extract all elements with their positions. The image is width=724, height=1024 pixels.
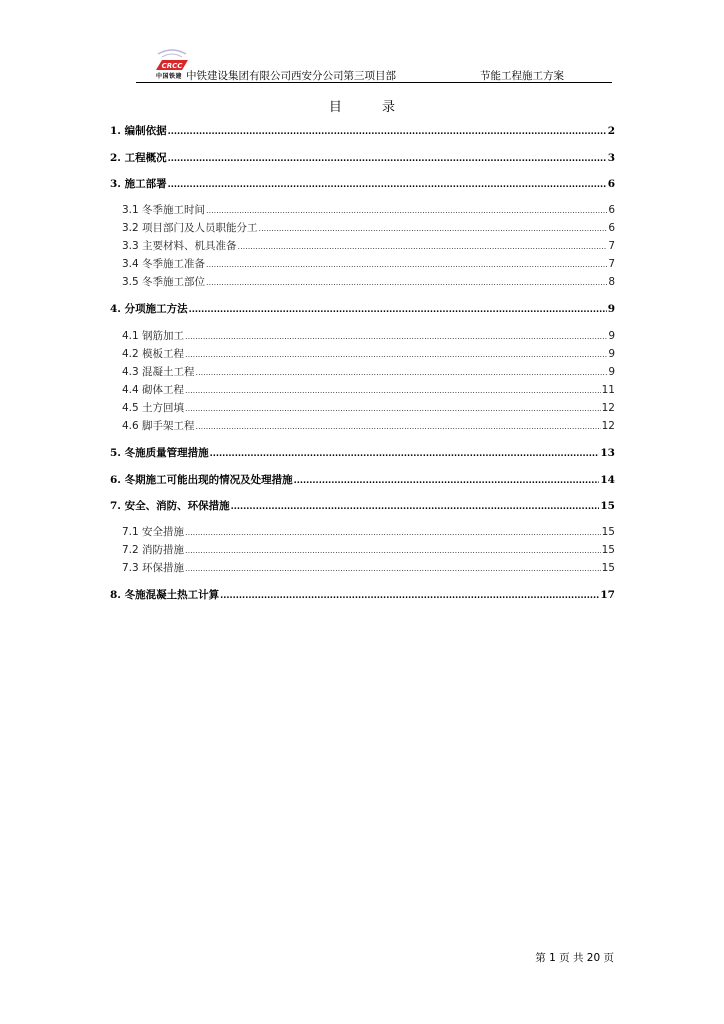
toc-page-number: 11 <box>601 384 615 396</box>
toc-dot-leader <box>185 528 601 537</box>
toc-subentry[interactable] <box>122 364 615 380</box>
toc-entry-label: 4.3 混凝土工程 <box>122 366 195 378</box>
toc-subentry[interactable] <box>122 560 615 576</box>
toc-subentry[interactable] <box>122 328 615 344</box>
toc-page-number: 2 <box>607 125 615 137</box>
toc-entry-label: 3. 施工部署 <box>110 178 167 190</box>
toc-page-number: 15 <box>601 544 615 556</box>
toc-entry-label: 4.5 土方回填 <box>122 402 185 414</box>
toc-dot-leader <box>206 206 607 215</box>
toc-dot-leader <box>168 127 607 137</box>
toc-entry[interactable] <box>110 445 615 461</box>
toc-entry[interactable] <box>110 498 615 514</box>
header-rule <box>136 82 612 83</box>
toc-entry-label: 4.1 钢筋加工 <box>122 330 185 342</box>
toc-entry[interactable] <box>110 301 615 317</box>
toc-dot-leader <box>259 224 608 233</box>
toc-entry-label: 3.5 冬季施工部位 <box>122 276 206 288</box>
logo-text: CRCC <box>161 62 183 70</box>
toc-dot-leader <box>185 350 607 359</box>
toc-subentry[interactable] <box>122 274 615 290</box>
toc-dot-leader <box>185 332 607 341</box>
toc-entry[interactable] <box>110 587 615 603</box>
toc-entry-label: 2. 工程概况 <box>110 152 167 164</box>
toc-page-number: 12 <box>601 420 615 432</box>
toc-page-number: 6 <box>608 204 615 216</box>
toc-entry[interactable] <box>110 176 615 192</box>
toc-subentry[interactable] <box>122 202 615 218</box>
toc-dot-leader <box>294 476 600 486</box>
toc-dot-leader <box>196 368 608 377</box>
toc-entry-label: 7.2 消防措施 <box>122 544 185 556</box>
toc-page-number: 15 <box>600 500 615 512</box>
toc-entry-label: 3.3 主要材料、机具准备 <box>122 240 237 252</box>
toc-entry-label: 4.2 模板工程 <box>122 348 185 360</box>
toc-entry-label: 1. 编制依据 <box>110 125 167 137</box>
toc-dot-leader <box>185 564 601 573</box>
toc-dot-leader <box>168 154 607 164</box>
toc-entry-label: 5. 冬施质量管理措施 <box>110 447 209 459</box>
toc-subentry[interactable] <box>122 220 615 236</box>
toc-page-number: 9 <box>607 303 615 315</box>
toc-page-number: 15 <box>601 562 615 574</box>
toc-entry-label: 7.3 环保措施 <box>122 562 185 574</box>
toc-dot-leader <box>185 386 601 395</box>
toc-dot-leader <box>238 242 608 251</box>
header-company: 中铁建设集团有限公司西安分公司第三项目部 <box>186 70 396 82</box>
logo-caption: 中国铁建 <box>156 73 183 80</box>
toc-entry-label: 6. 冬期施工可能出现的情况及处理措施 <box>110 474 293 486</box>
toc-subentry[interactable] <box>122 400 615 416</box>
toc-entry-label: 4. 分项施工方法 <box>110 303 188 315</box>
toc-dot-leader <box>231 502 600 512</box>
toc-page-number: 15 <box>601 526 615 538</box>
toc-dot-leader <box>185 404 601 413</box>
toc-page-number: 7 <box>608 258 615 270</box>
page-footer: 第 1 页 共 20 页 <box>535 952 614 964</box>
toc-entry[interactable] <box>110 123 615 139</box>
toc-title: 目 录 <box>328 100 414 115</box>
toc-subentry[interactable] <box>122 524 615 540</box>
toc-subentry[interactable] <box>122 382 615 398</box>
toc-entry-label: 8. 冬施混凝土热工计算 <box>110 589 220 601</box>
toc-page-number: 7 <box>608 240 615 252</box>
toc-dot-leader <box>206 260 607 269</box>
header-document-title: 节能工程施工方案 <box>480 70 564 82</box>
toc-entry-label: 3.2 项目部门及人员职能分工 <box>122 222 258 234</box>
toc-page-number: 14 <box>600 474 615 486</box>
toc-dot-leader <box>196 422 601 431</box>
toc-subentry[interactable] <box>122 418 615 434</box>
toc-page-number: 6 <box>607 178 615 190</box>
toc-entry-label: 3.1 冬季施工时间 <box>122 204 206 216</box>
toc-dot-leader <box>168 180 607 190</box>
toc-subentry[interactable] <box>122 346 615 362</box>
toc-page-number: 9 <box>608 366 615 378</box>
toc-entry[interactable] <box>110 150 615 166</box>
toc-entry-label: 7.1 安全措施 <box>122 526 185 538</box>
toc-page-number: 9 <box>608 330 615 342</box>
toc-page-number: 17 <box>600 589 615 601</box>
toc-entry-label: 7. 安全、消防、环保措施 <box>110 500 230 512</box>
toc-dot-leader <box>206 278 607 287</box>
toc-entry[interactable] <box>110 472 615 488</box>
toc-subentry[interactable] <box>122 256 615 272</box>
toc-dot-leader <box>189 305 607 315</box>
toc-page-number: 12 <box>601 402 615 414</box>
toc-page-number: 6 <box>608 222 615 234</box>
toc-dot-leader <box>210 449 600 459</box>
toc-dot-leader <box>220 591 599 601</box>
toc-entry-label: 3.4 冬季施工准备 <box>122 258 206 270</box>
toc-page-number: 13 <box>600 447 615 459</box>
toc-entry-label: 4.6 脚手架工程 <box>122 420 195 432</box>
toc-page-number: 8 <box>608 276 615 288</box>
toc-page-number: 3 <box>607 152 615 164</box>
toc-subentry[interactable] <box>122 238 615 254</box>
page-header <box>110 44 614 84</box>
toc-entry-label: 4.4 砌体工程 <box>122 384 185 396</box>
toc-dot-leader <box>185 546 601 555</box>
toc-page-number: 9 <box>608 348 615 360</box>
toc-subentry[interactable] <box>122 542 615 558</box>
